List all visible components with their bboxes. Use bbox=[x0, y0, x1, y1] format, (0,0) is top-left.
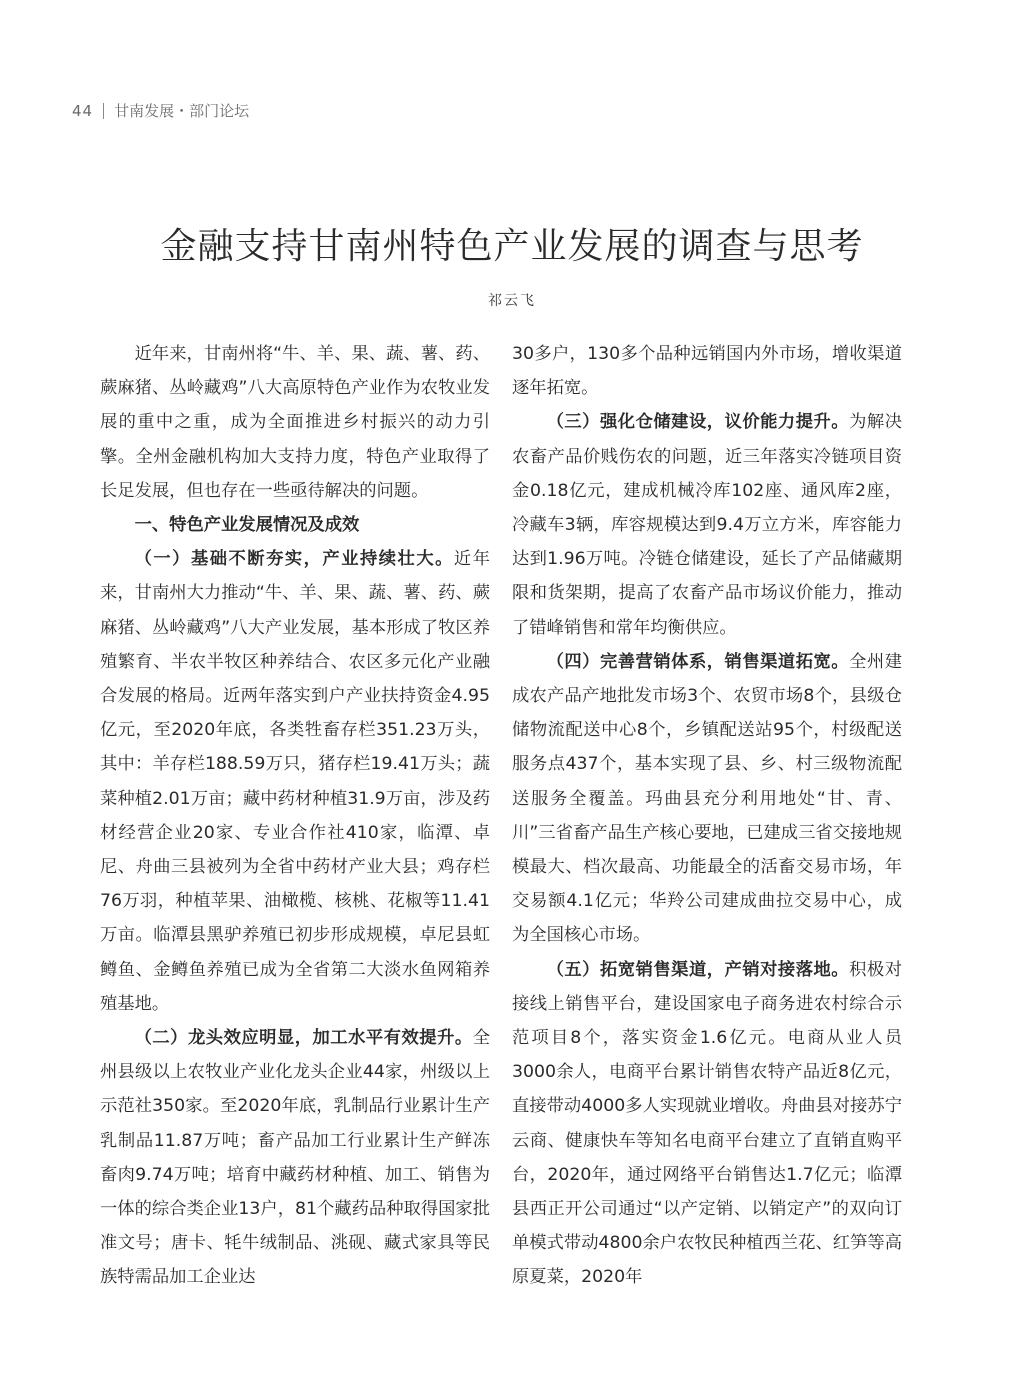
subheading: （二）龙头效应明显，加工水平有效提升。 bbox=[134, 1028, 473, 1049]
running-header bbox=[72, 100, 249, 121]
section-name: 甘南发展・部门论坛 bbox=[114, 102, 250, 120]
article-title: 金融支持甘南州特色产业发展的调查与思考 bbox=[160, 226, 864, 267]
page-number: 44 bbox=[72, 101, 94, 120]
paragraph-marketing bbox=[512, 645, 902, 953]
paragraph-storage bbox=[512, 405, 902, 644]
right-column bbox=[512, 337, 902, 1295]
article-author: 祁云飞 bbox=[488, 293, 536, 309]
paragraph-foundation bbox=[100, 542, 490, 1021]
subheading: （三）强化仓储建设，议价能力提升。 bbox=[546, 412, 850, 433]
paragraph-body: 近年来，甘南州大力推动“牛、羊、果、蔬、薯、药、蕨麻猪、丛岭藏鸡”八大产业发展，基本形成了牧区养殖繁育、半农半牧区种养结合、农区多元化产业融合发展的格局。近两年落实到户产业扶持资金4.95亿元，至2020年底，各类牲畜存栏351.23万头，其中：羊存栏188.59万只，猪存栏19.41万头；蔬菜种植2.01万亩；藏中药材种植31.9万亩，涉及药材经营企业20家、专业合作社410家，临潭、卓尼、舟曲三县被列为全省中药材产业大县；鸡存栏76万羽，种植苹果、油橄榄、核桃、花椒等11.41万亩。临潭县黑驴养殖已初步形成规模，卓尼县虹鳟鱼、金鳟鱼养殖已成为全省第二大淡水鱼网箱养殖基地。 bbox=[100, 549, 490, 1014]
paragraph-leading-enterprises bbox=[100, 1021, 490, 1295]
subheading: （四）完善营销体系，销售渠道拓宽。 bbox=[546, 651, 850, 672]
left-column bbox=[100, 337, 490, 1295]
paragraph-sales-channels bbox=[512, 953, 902, 1295]
paragraph-body: 全州建成农产品产地批发市场3个、农贸市场8个，县级仓储物流配送中心8个，乡镇配送站95个，村级配送服务点437个，基本实现了县、乡、村三级物流配送服务全覆盖。玛曲县充分利用地处“甘、青、川”三省畜产品生产核心要地，已建成三省交接地规模最大、档次最高、功能最全的活畜交易市场，年交易额4.1亿元；华羚公司建成曲拉交易中心，成为全国核心市场。 bbox=[512, 651, 902, 946]
subheading: （五）拓宽销售渠道，产销对接落地。 bbox=[546, 959, 850, 980]
paragraph-body: 全州县级以上农牧业产业化龙头企业44家，州级以上示范社350家。至2020年底，乳制品行业累计生产乳制品11.87万吨；畜产品加工行业累计生产鲜冻畜肉9.74万吨；培育中藏药材种植、加工、销售为一体的综合类企业13户，81个藏药品种取得国家批准文号；唐卡、牦牛绒制品、洮砚、藏式家具等民族特需品加工企业达 bbox=[100, 1028, 490, 1288]
continued-paragraph: 30多户，130多个品种远销国内外市场，增收渠道逐年拓宽。 bbox=[512, 344, 902, 399]
header-divider bbox=[103, 103, 104, 119]
subheading: （一）基础不断夯实，产业持续壮大。 bbox=[134, 549, 454, 570]
section-heading: 一、特色产业发展情况及成效 bbox=[134, 515, 360, 536]
intro-paragraph: 近年来，甘南州将“牛、羊、果、蔬、薯、药、蕨麻猪、丛岭藏鸡”八大高原特色产业作为农牧业发展的重中之重，成为全面推进乡村振兴的动力引擎。全州金融机构加大支持力度，特色产业取得了长足发展，但也存在一些亟待解决的问题。 bbox=[100, 344, 490, 501]
paragraph-body: 为解决农畜产品价贱伤农的问题，近三年落实冷链项目资金0.18亿元，建成机械冷库102座、通风库2座，冷藏车3辆，库容规模达到9.4万立方米，库容能力达到1.96万吨。冷链仓储建设，延长了产品储藏期限和货架期，提高了农畜产品市场议价能力，推动了错峰销售和常年均衡供应。 bbox=[512, 412, 902, 638]
paragraph-body: 积极对接线上销售平台，建设国家电子商务进农村综合示范项目8个，落实资金1.6亿元。电商从业人员3000余人，电商平台累计销售农特产品近8亿元，直接带动4000多人实现就业增收。舟曲县对接苏宁云商、健康快车等知名电商平台建立了直销直购平台，2020年，通过网络平台销售达1.7亿元；临潭县西正开公司通过“以产定销、以销定产”的双向订单模式带动4800余户农牧民种植西兰花、红笋等高原夏菜，2020年 bbox=[512, 959, 902, 1288]
